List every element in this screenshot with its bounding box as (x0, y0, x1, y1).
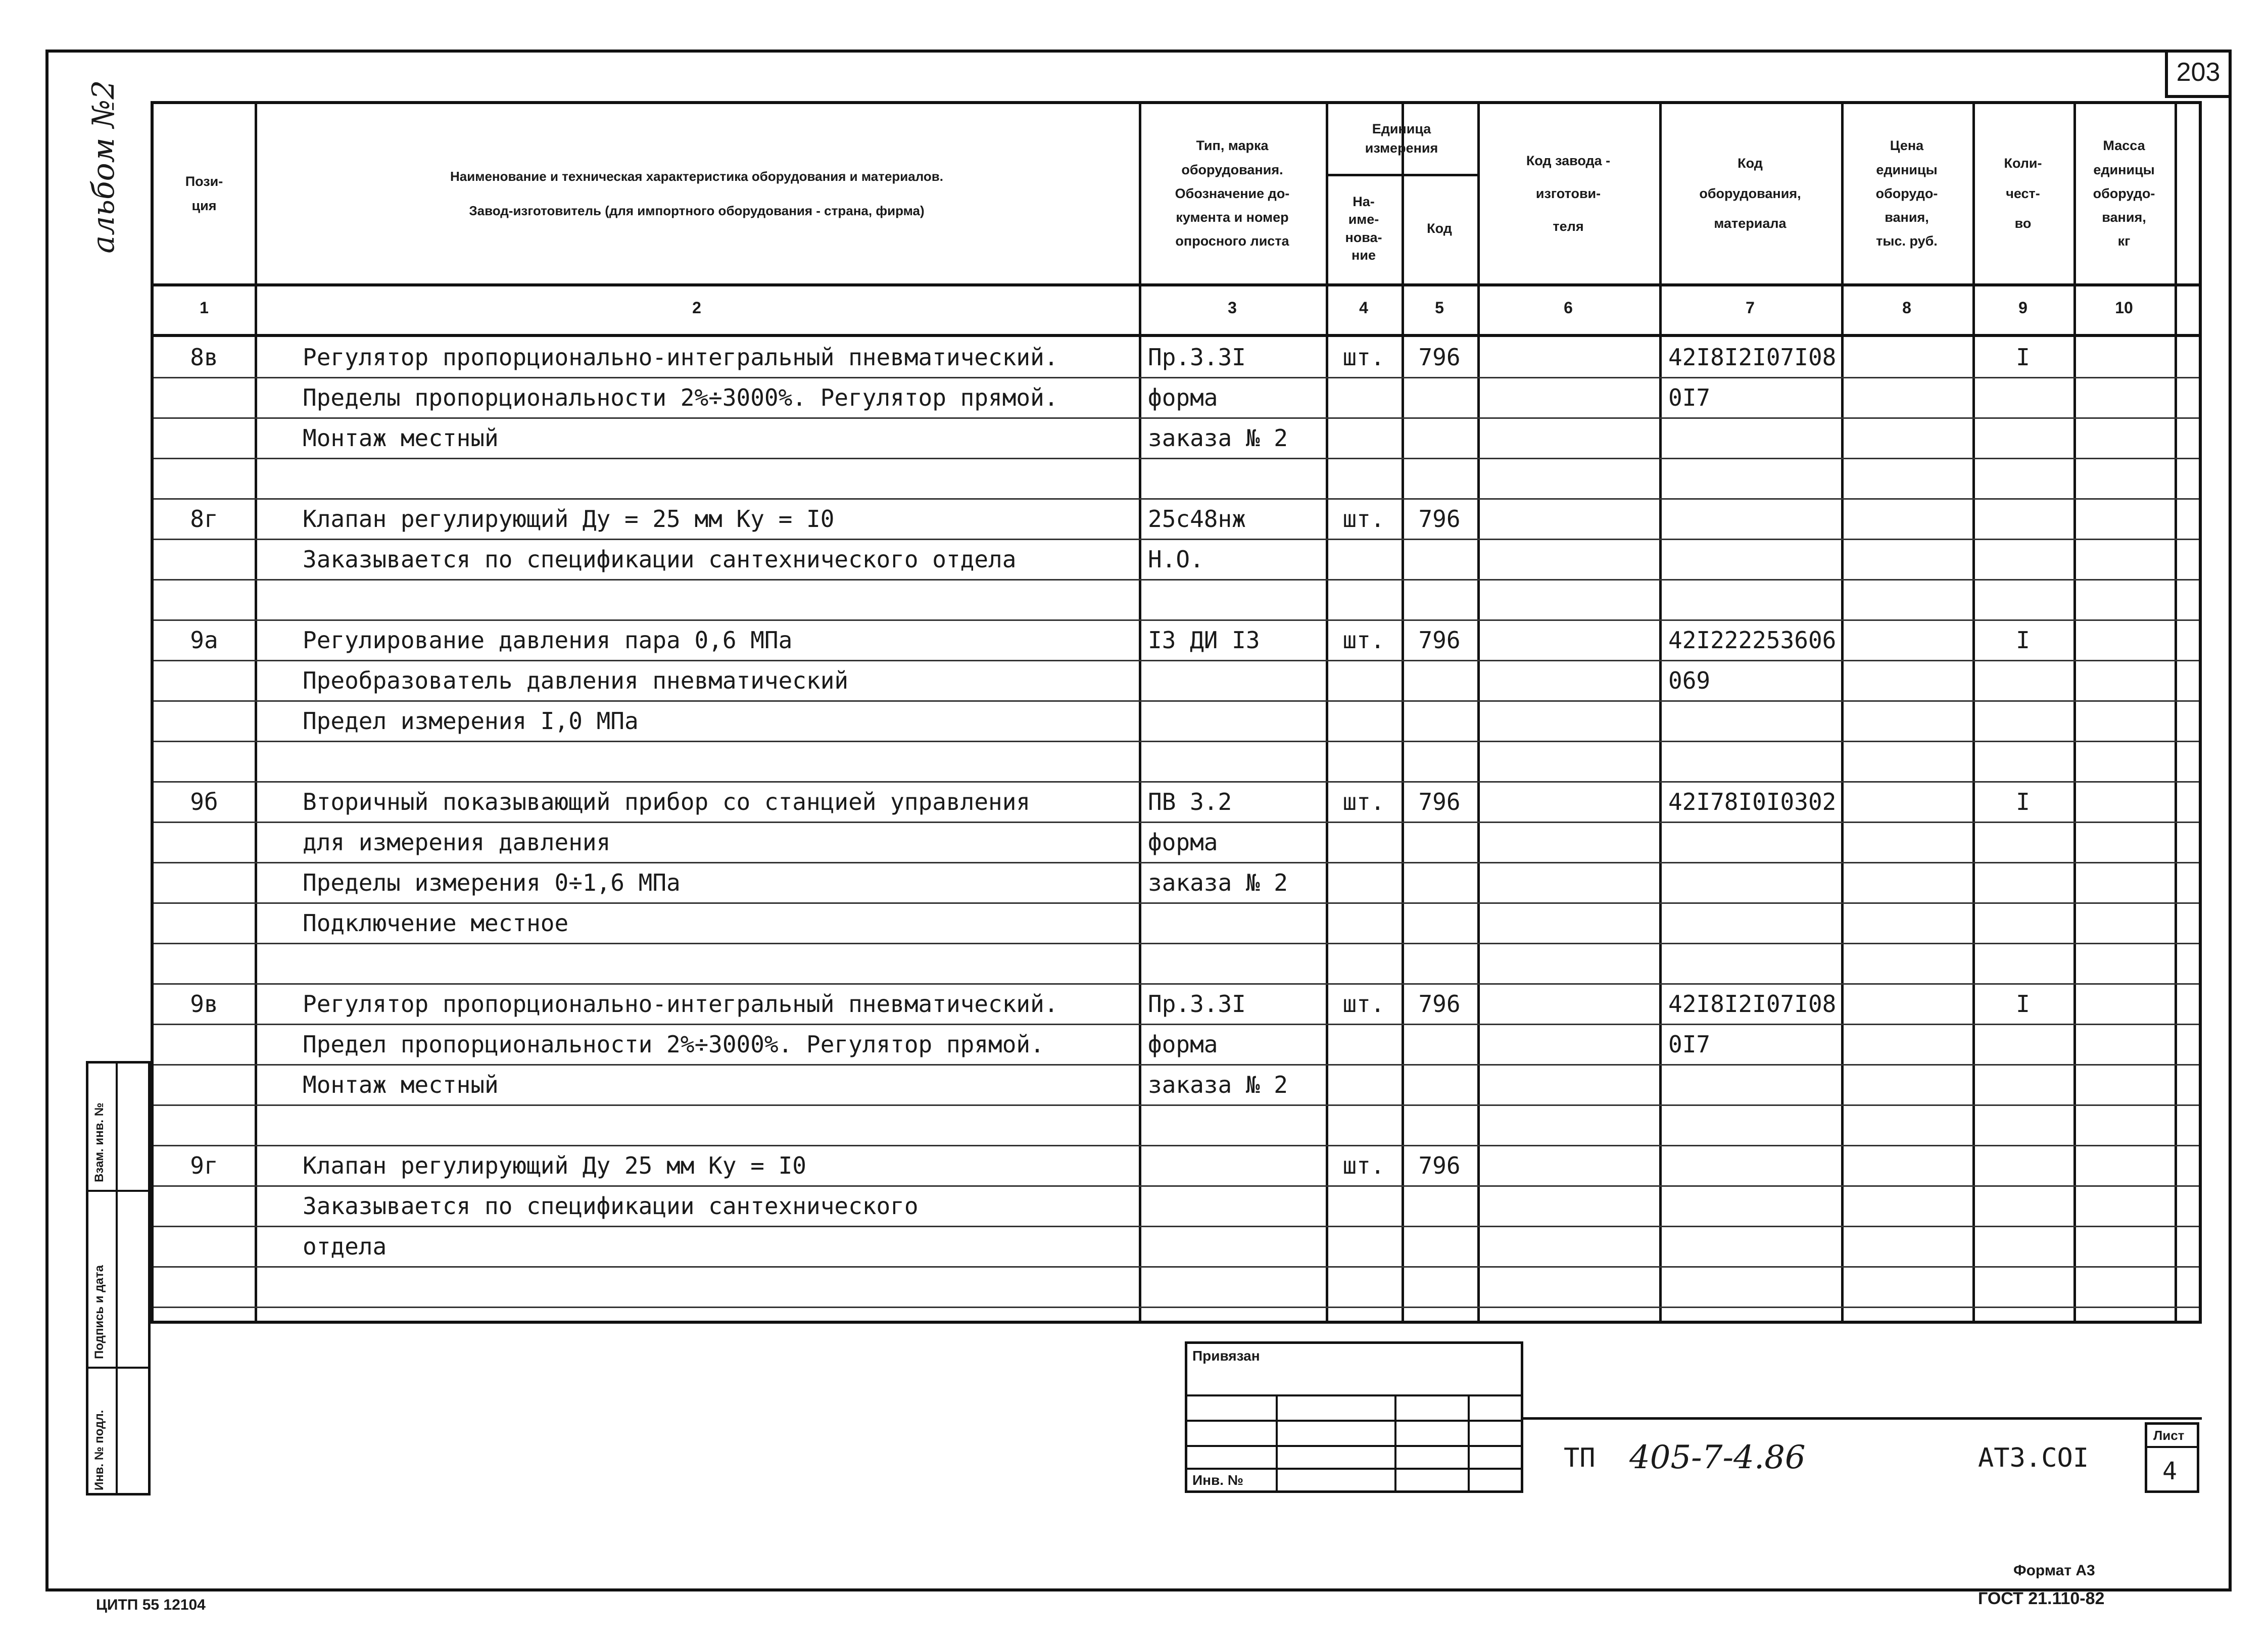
row-line (154, 983, 2199, 985)
row-type: 25с48нж (1148, 505, 1246, 533)
row-name: Регулирование давления пара 0,6 МПа (303, 626, 793, 654)
col-divider (2175, 104, 2177, 1321)
sheet-value: 4 (2162, 1457, 2177, 1485)
binding-line (1187, 1445, 1521, 1447)
row-unit-code: 796 (1418, 990, 1461, 1018)
inventory-label: Инв. № (1192, 1472, 1244, 1488)
row-type: форма (1148, 384, 1218, 411)
row-equipment-code: 0I7 (1668, 384, 1711, 411)
row-position: 8г (190, 505, 218, 533)
column-number: 8 (1902, 299, 1911, 317)
row-name: Вторичный показывающий прибор со станцией управления (303, 788, 1031, 815)
col-divider (255, 104, 257, 1321)
header-bottom-line (154, 283, 2199, 286)
row-line (154, 822, 2199, 823)
column-number: 9 (2018, 299, 2028, 317)
row-line (154, 1226, 2199, 1227)
column-number: 6 (1564, 299, 1573, 317)
column-number: 2 (692, 299, 701, 317)
row-unit: шт. (1342, 1152, 1385, 1179)
row-name: Заказывается по спецификации сантехнического отдела (303, 546, 1017, 573)
row-line (154, 902, 2199, 904)
col-divider (2073, 104, 2076, 1321)
row-name: Регулятор пропорционально-интегральный пневматический. (303, 990, 1058, 1018)
header-price: Цена единицы оборудо- вания, тыс. руб. (1875, 138, 1938, 249)
column-number: 1 (200, 299, 209, 317)
row-line (154, 417, 2199, 419)
row-unit-code: 796 (1418, 505, 1461, 533)
row-name: Монтаж местный (303, 1071, 499, 1098)
column-number: 10 (2115, 299, 2133, 317)
row-line (154, 579, 2199, 581)
col-divider (1139, 104, 1141, 1321)
header-name: Наименование и техническая характеристика оборудования и материалов. Завод-изготовитель (для импортного оборудования - страна, фирма) (450, 168, 943, 218)
row-position: 9а (190, 626, 218, 654)
side-stamp (86, 1061, 151, 1495)
row-line (154, 1185, 2199, 1187)
row-line (154, 498, 2199, 500)
sheet-label: Лист (2153, 1428, 2185, 1443)
header-factory-code: Код завода - изготови- теля (1526, 153, 1611, 234)
row-unit-code: 796 (1418, 344, 1461, 371)
row-unit-code: 796 (1418, 1152, 1461, 1179)
row-line (154, 1064, 2199, 1066)
row-line (154, 1145, 2199, 1146)
binding-line (1187, 1420, 1521, 1422)
row-name: отдела (303, 1233, 387, 1260)
row-unit: шт. (1342, 788, 1385, 815)
row-name: Предел пропорциональности 2%÷3000%. Регулятор прямой. (303, 1031, 1044, 1058)
header-unit-group: Единица измерения (1365, 121, 1438, 156)
row-name: Заказывается по спецификации сантехнического (303, 1192, 919, 1220)
row-type: заказа № 2 (1148, 424, 1288, 452)
header-unit-name: На- име- нова- ние (1345, 194, 1382, 263)
row-type: заказа № 2 (1148, 869, 1288, 896)
row-unit-code: 796 (1418, 626, 1461, 654)
row-name: Клапан регулирующий Ду 25 мм Ку = I0 (303, 1152, 806, 1179)
row-quantity: I (2016, 990, 2030, 1018)
row-name: Монтаж местный (303, 424, 499, 452)
footer-format: Формат А3 (2013, 1562, 2095, 1579)
row-line (154, 458, 2199, 459)
col-divider (1326, 104, 1328, 1321)
row-quantity: I (2016, 344, 2030, 371)
binding-col (1468, 1394, 1470, 1490)
row-equipment-code: 42I8I2I07I08 (1668, 990, 1837, 1018)
binding-col (1276, 1394, 1278, 1490)
side-divider (88, 1367, 148, 1369)
side-label-sign-date: Подпись и дата (92, 1265, 106, 1359)
col-divider (1402, 104, 1404, 1321)
row-line (154, 741, 2199, 742)
footer-gost: ГОСТ 21.110-82 (1978, 1589, 2105, 1608)
row-type: форма (1148, 1031, 1218, 1058)
row-type: Пр.3.3I (1148, 990, 1246, 1018)
row-name: Предел измерения I,0 МПа (303, 707, 639, 735)
row-type: заказа № 2 (1148, 1071, 1288, 1098)
row-line (154, 660, 2199, 661)
col-divider (1659, 104, 1662, 1321)
side-label-inv-orig: Инв. № подл. (92, 1410, 106, 1490)
row-quantity: I (2016, 626, 2030, 654)
row-line (154, 862, 2199, 863)
sheet-divider (2147, 1446, 2197, 1448)
header-equipment-code: Код оборудования, материала (1699, 156, 1801, 231)
header-mass: Масса единицы оборудо- вания, кг (2093, 138, 2155, 249)
doc-code: АТЗ.СОI (1978, 1443, 2089, 1473)
row-equipment-code: 42I78I0I0302 (1668, 788, 1837, 815)
row-type: Пр.3.3I (1148, 344, 1246, 371)
header-unit-code: Код (1427, 220, 1452, 236)
row-line (154, 700, 2199, 702)
row-line (154, 1024, 2199, 1025)
row-name: Пределы измерения 0÷1,6 МПа (303, 869, 681, 896)
doc-prefix: ТП (1564, 1443, 1596, 1473)
album-label (76, 76, 131, 258)
specification-table (151, 101, 2202, 1324)
row-line (154, 781, 2199, 783)
row-name: Клапан регулирующий Ду = 25 мм Ку = I0 (303, 505, 835, 533)
row-line (154, 1266, 2199, 1268)
row-type: ПВ 3.2 (1148, 788, 1232, 815)
row-name: Подключение местное (303, 909, 569, 937)
row-equipment-code: 0I7 (1668, 1031, 1711, 1058)
doc-number: 405-7-4.86 (1629, 1439, 1806, 1476)
row-unit: шт. (1342, 505, 1385, 533)
row-position: 8в (190, 344, 218, 371)
row-line (154, 619, 2199, 621)
footer-left: ЦИТП 55 12104 (96, 1597, 206, 1613)
col-divider (1477, 104, 1480, 1321)
column-number: 7 (1746, 299, 1755, 317)
side-divider (88, 1190, 148, 1192)
row-equipment-code: 42I222253606 (1668, 626, 1837, 654)
row-unit: шт. (1342, 626, 1385, 654)
row-name: для измерения давления (303, 829, 611, 856)
row-equipment-code: 069 (1668, 667, 1711, 694)
row-line (154, 1104, 2199, 1106)
row-position: 9б (190, 788, 218, 815)
number-row-line (154, 334, 2199, 337)
row-name: Пределы пропорциональности 2%÷3000%. Регулятор прямой. (303, 384, 1058, 411)
binding-block (1185, 1341, 1523, 1493)
binding-line (1187, 1468, 1521, 1470)
header-position: Пози- ция (185, 174, 223, 213)
binding-col (1394, 1394, 1396, 1490)
sheet-box (2145, 1422, 2199, 1493)
column-number: 4 (1359, 299, 1368, 317)
row-type: Н.О. (1148, 546, 1204, 573)
row-line (154, 539, 2199, 540)
column-number: 5 (1435, 299, 1444, 317)
side-divider (116, 1064, 118, 1493)
page-number: 203 (2165, 50, 2229, 98)
row-equipment-code: 42I8I2I07I08 (1668, 344, 1837, 371)
side-label-inv-repl: Взам. инв. № (92, 1102, 106, 1182)
col-divider (1841, 104, 1844, 1321)
document-designation (1523, 1417, 2202, 1495)
row-line (154, 377, 2199, 378)
row-name: Регулятор пропорционально-интегральный пневматический. (303, 344, 1058, 371)
header-type: Тип, марка оборудования. Обозначение до- кумента и номер опросного листа (1175, 138, 1290, 249)
row-unit: шт. (1342, 344, 1385, 371)
album-label-text: альбом №2 (86, 80, 121, 254)
row-line (154, 943, 2199, 944)
binding-label: Привязан (1192, 1348, 1260, 1364)
row-name: Преобразователь давления пневматический (303, 667, 849, 694)
row-unit: шт. (1342, 990, 1385, 1018)
header-quantity: Коли- чест- во (2004, 156, 2042, 231)
row-unit-code: 796 (1418, 788, 1461, 815)
row-type: форма (1148, 829, 1218, 856)
column-number: 3 (1228, 299, 1237, 317)
row-line (154, 1307, 2199, 1308)
col-divider (1972, 104, 1975, 1321)
row-position: 9в (190, 990, 218, 1018)
row-position: 9г (190, 1152, 218, 1179)
row-type: I3 ДИ I3 (1148, 626, 1260, 654)
binding-line (1187, 1394, 1521, 1396)
row-quantity: I (2016, 788, 2030, 815)
